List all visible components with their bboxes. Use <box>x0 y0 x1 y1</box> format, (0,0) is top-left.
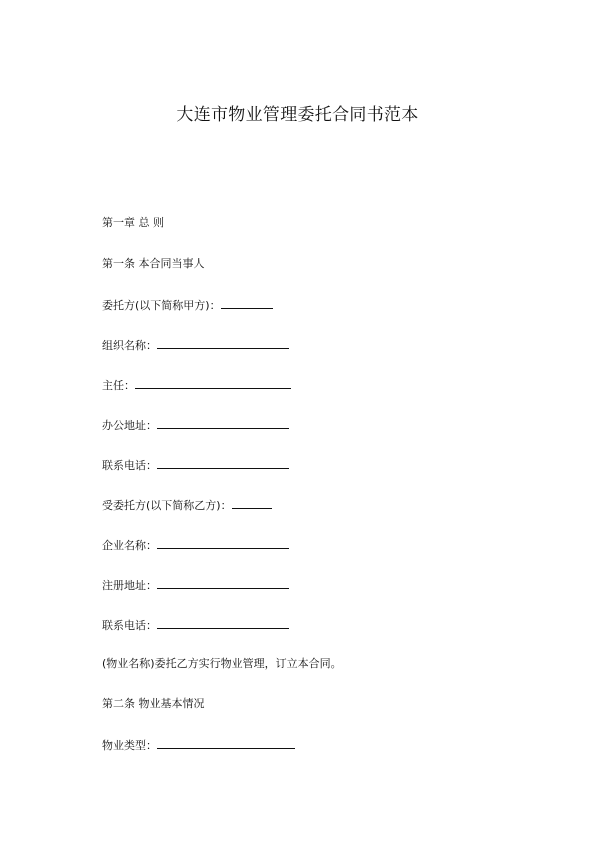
document-title: 大连市物业管理委托合同书范本 <box>176 105 419 125</box>
org-name-blank <box>157 337 289 349</box>
article-1-heading: 第一条 本合同当事人 <box>102 257 205 270</box>
trustee-line <box>102 497 272 513</box>
phone-label-1: 联系电话： <box>102 459 157 472</box>
client-line <box>102 297 273 313</box>
property-type-label: 物业类型： <box>102 739 157 752</box>
client-blank <box>221 297 273 309</box>
phone-line-2 <box>102 617 289 633</box>
trustee-blank <box>232 497 272 509</box>
entrust-statement: (物业名称)委托乙方实行物业管理，订立本合同。 <box>102 657 342 670</box>
property-type-blank <box>157 737 295 749</box>
company-name-line <box>102 537 289 553</box>
org-name-label: 组织名称： <box>102 339 157 352</box>
company-name-blank <box>157 537 289 549</box>
registered-address-label: 注册地址： <box>102 579 157 592</box>
office-address-label: 办公地址： <box>102 419 157 432</box>
client-label: 委托方(以下简称甲方)： <box>102 299 221 312</box>
phone-label-2: 联系电话： <box>102 619 157 632</box>
trustee-label: 受委托方(以下简称乙方)： <box>102 499 232 512</box>
org-name-line <box>102 337 289 353</box>
director-line <box>102 377 291 393</box>
phone-line-1 <box>102 457 289 473</box>
office-address-blank <box>157 417 289 429</box>
article-2-heading: 第二条 物业基本情况 <box>102 697 205 710</box>
registered-address-line <box>102 577 289 593</box>
phone-blank-2 <box>157 617 289 629</box>
registered-address-blank <box>157 577 289 589</box>
chapter-heading: 第一章 总 则 <box>102 216 164 229</box>
office-address-line <box>102 417 289 433</box>
company-name-label: 企业名称： <box>102 539 157 552</box>
property-type-line <box>102 737 295 753</box>
director-blank <box>135 377 291 389</box>
phone-blank-1 <box>157 457 289 469</box>
director-label: 主任： <box>102 379 135 392</box>
